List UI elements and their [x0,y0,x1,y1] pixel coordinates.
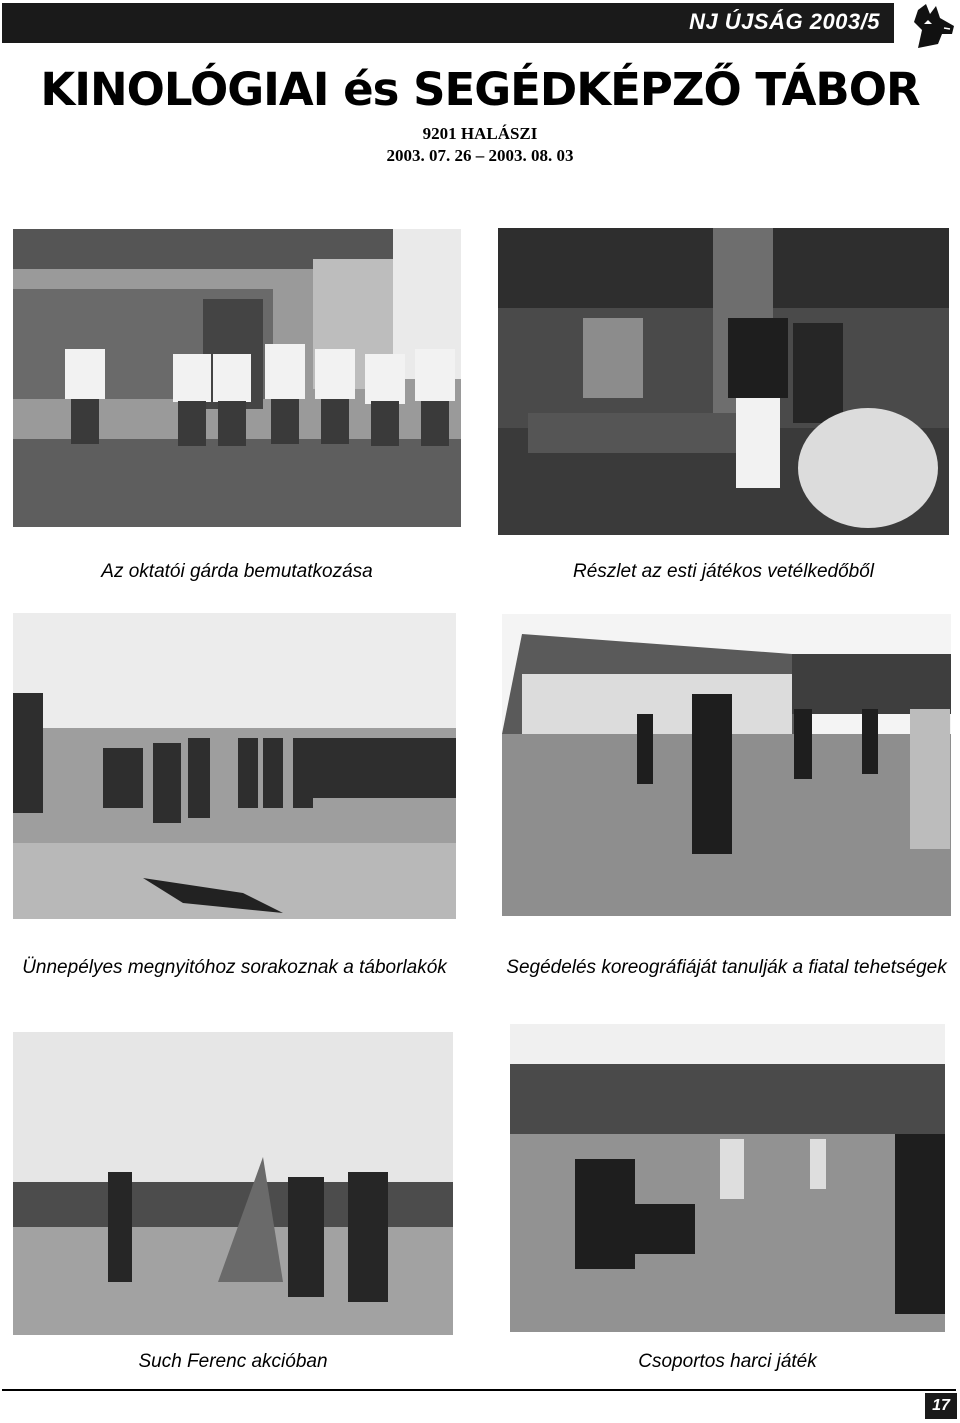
photo-opening-lineup [13,613,456,919]
caption-2: Részlet az esti játékos vetélkedőből [573,561,874,582]
photo-helper-choreography [502,614,951,916]
article-title: KINOLÓGIAI és SEGÉDKÉPZŐ TÁBOR [40,63,920,116]
header-bar [2,3,894,43]
caption-5: Such Ferenc akcióban [138,1351,328,1372]
footer-rule [2,1389,956,1391]
issue-label: NJ ÚJSÁG 2003/5 [689,9,880,34]
caption-6: Csoportos harci játék [638,1351,817,1372]
dog-head-logo-icon [904,0,960,52]
photo-evening-game [498,228,949,535]
article-dates: 2003. 07. 26 – 2003. 08. 03 [386,146,574,165]
photo-such-ferenc [13,1032,453,1335]
article-location: 9201 HALÁSZI [422,124,538,143]
caption-1: Az oktatói gárda bemutatkozása [101,561,373,582]
caption-3: Ünnepélyes megnyitóhoz sorakoznak a táborlakók [22,957,447,978]
page-number: 17 [925,1393,957,1419]
photo-group-combat-game [510,1024,945,1332]
photo-instructors [13,229,461,527]
caption-4: Segédelés koreográfiáját tanulják a fiatal tehetségek [506,957,947,978]
